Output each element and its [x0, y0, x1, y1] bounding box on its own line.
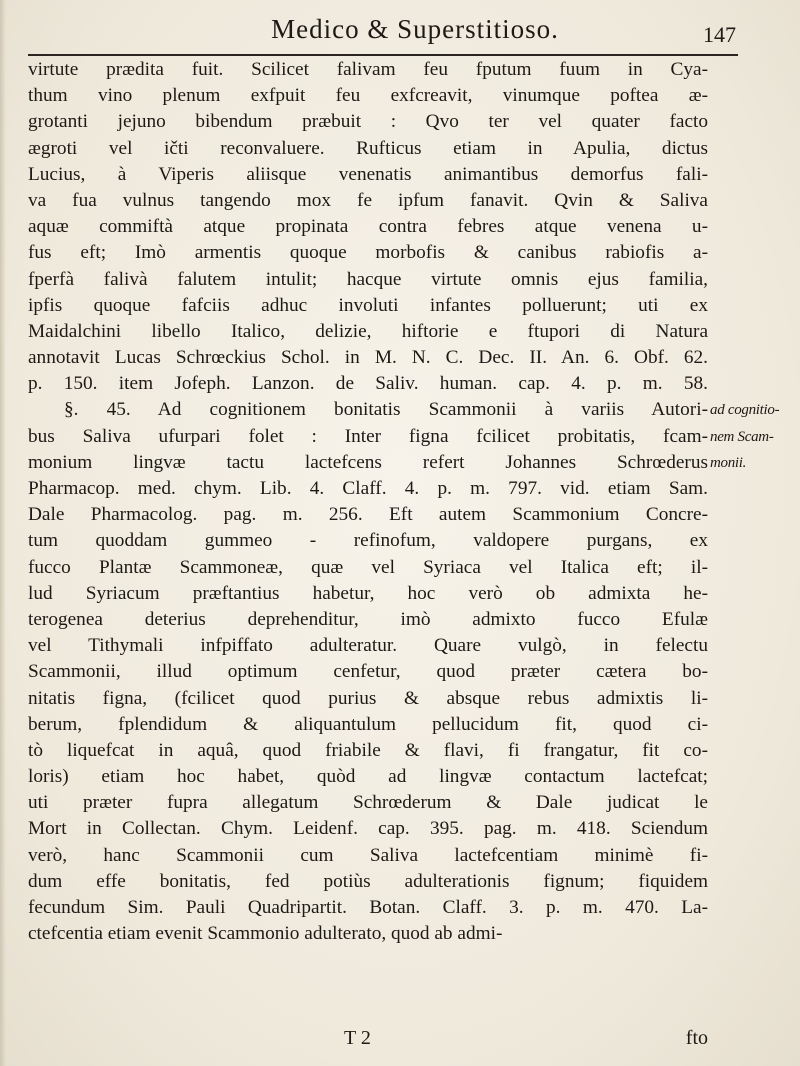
line-text: virtute prædita fuit. Scilicet falivam feu fputum fuum in Cya-	[28, 59, 708, 80]
text-line	[28, 83, 788, 109]
page-number: 147	[703, 22, 736, 47]
text-line	[28, 188, 788, 214]
page-gutter-shadow	[0, 0, 6, 1066]
text-line	[28, 424, 788, 450]
margin-note: monii.	[710, 454, 747, 471]
line-text: verò, hanc Scammonii cum Saliva lactefcentiam minimè fi-	[28, 844, 708, 866]
text-line	[28, 764, 788, 790]
text-line	[28, 371, 788, 397]
line-text: va fua vulnus tangendo mox fe ipfum fanavit. Qvin & Saliva	[28, 189, 708, 211]
line-text: vel Tithymali infpiffato adulteratur. Quare vulgò, in felectu	[28, 635, 708, 657]
line-text: Dale Pharmacolog. pag. m. 256. Eft autem Scammonium Concre-	[28, 504, 708, 526]
text-line	[28, 790, 788, 816]
line-text: Scammonii, illud optimum cenfetur, quod præter cætera bo-	[28, 661, 708, 683]
text-line	[28, 502, 788, 528]
line-text: fecundum Sim. Pauli Quadripartit. Botan. Claff. 3. p. m. 470. La-	[28, 897, 708, 918]
text-line	[28, 450, 788, 476]
line-text: loris) etiam hoc habet, quòd ad lingvæ contactum lactefcat;	[28, 766, 708, 788]
text-line	[28, 895, 788, 921]
text-line	[28, 476, 788, 502]
running-title: Medico & Superstitioso.	[271, 14, 559, 44]
line-text: ctefcentia etiam evenit Scammonio adulterato, quod ab admi-	[28, 923, 503, 945]
body-text	[28, 57, 788, 947]
text-line	[28, 843, 788, 869]
page-footer	[28, 1024, 708, 1052]
text-line	[28, 136, 788, 162]
line-text: dum effe bonitatis, fed potiùs adulterationis fignum; fiquidem	[28, 870, 708, 892]
text-line	[28, 738, 788, 764]
line-text: berum, fplendidum & aliquantulum pellucidum fit, quod ci-	[28, 713, 708, 735]
text-line	[28, 293, 788, 319]
text-line	[28, 659, 788, 685]
text-line	[28, 921, 788, 947]
text-line	[28, 397, 788, 423]
text-line	[28, 319, 788, 345]
line-text: terogenea deterius deprehenditur, imò admixto fucco Efulæ	[28, 608, 708, 630]
text-line	[28, 57, 788, 83]
line-text: annotavit Lucas Schrœckius Schol. in M. N. C. Dec. II. An. 6. Obf. 62.	[28, 347, 708, 369]
text-line	[28, 607, 788, 633]
line-text: Maidalchini libello Italico, delizie, hiftorie e ftupori di Natura	[28, 320, 708, 342]
line-text: tum quoddam gummeo - refinofum, valdopere purgans, ex	[28, 530, 708, 552]
line-text: thum vino plenum exfpuit feu exfcreavit, vinumque poftea æ-	[28, 85, 708, 107]
line-text: bus Saliva ufurpari folet : Inter figna fcilicet probitatis, fcam-	[28, 425, 708, 447]
text-line	[28, 109, 788, 135]
text-line	[28, 633, 788, 659]
catchword: fto	[685, 1027, 708, 1049]
text-line	[28, 345, 788, 371]
header-rule	[28, 54, 738, 56]
text-line	[28, 712, 788, 738]
line-text: tò liquefcat in aquâ, quod friabile & flavi, fi frangatur, fit co-	[28, 739, 708, 761]
line-text: §. 45. Ad cognitionem bonitatis Scammonii à variis Autori-	[64, 399, 708, 421]
line-text: p. 150. item Jofeph. Lanzon. de Saliv. human. cap. 4. p. m. 58.	[28, 373, 708, 395]
line-text: Pharmacop. med. chym. Lib. 4. Claff. 4. p. m. 797. vid. etiam Sam.	[28, 478, 708, 499]
text-line	[28, 555, 788, 581]
line-text: fus eft; Imò armentis quoque morbofis & canibus rabiofis a-	[28, 242, 708, 264]
text-line	[28, 240, 788, 266]
signature-mark: T 2	[344, 1027, 371, 1049]
text-line	[28, 214, 788, 240]
line-text: Lucius, à Viperis aliisque venenatis animantibus demorfus fali-	[28, 163, 708, 185]
text-line	[28, 869, 788, 895]
text-line	[28, 816, 788, 842]
line-text: fucco Plantæ Scammoneæ, quæ vel Syriaca vel Italica eft; il-	[28, 556, 708, 578]
text-line	[28, 267, 788, 293]
line-text: uti præter fupra allegatum Schrœderum & Dale judicat le	[28, 792, 708, 814]
line-text: grotanti jejuno bibendum præbuit : Qvo ter vel quater facto	[28, 111, 708, 133]
line-text: fperfà falivà falutem intulit; hacque virtute omnis ejus familia,	[28, 268, 708, 290]
text-line	[28, 528, 788, 554]
text-line	[28, 686, 788, 712]
line-text: nitatis figna, (fcilicet quod purius & absque rebus admixtis li-	[28, 687, 708, 709]
line-text: lud Syriacum præftantius habetur, hoc verò ob admixta he-	[28, 582, 708, 604]
text-line	[28, 581, 788, 607]
line-text: aquæ commiftà atque propinata contra febres atque venena u-	[28, 216, 708, 238]
line-text: ipfis quoque fafciis adhuc involuti infantes polluerunt; uti ex	[28, 294, 708, 316]
text-line	[28, 162, 788, 188]
line-text: Mort in Collectan. Chym. Leidenf. cap. 395. pag. m. 418. Sciendum	[28, 818, 708, 840]
line-text: ægroti vel ičti reconvaluere. Rufticus etiam in Apulia, dictus	[28, 137, 708, 159]
margin-note: ad cognitio-	[710, 402, 780, 419]
line-text: monium lingvæ tactu lactefcens refert Johannes Schrœderus	[28, 451, 708, 473]
margin-note: nem Scam-	[710, 428, 774, 445]
